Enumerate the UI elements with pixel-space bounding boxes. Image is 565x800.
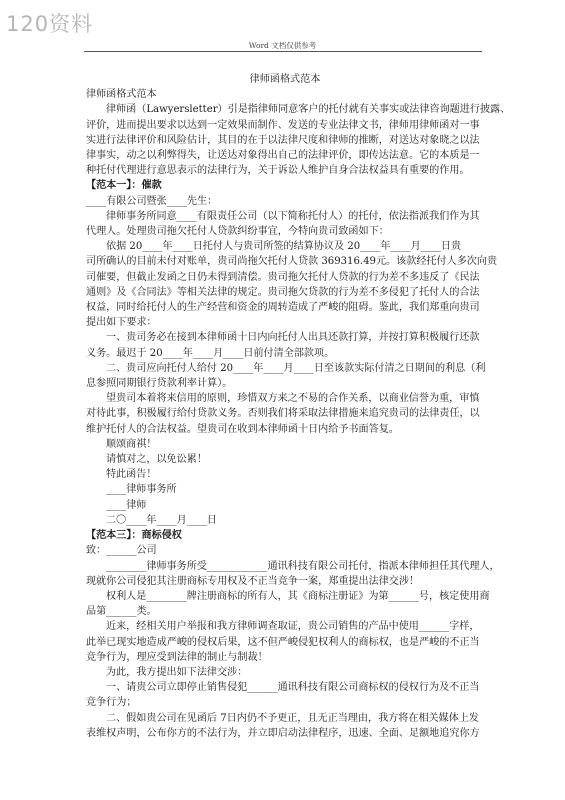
paragraph-line: 依据 20____年____日托付人与贵司所签的结算协议及 20____年____月____日贵 xyxy=(106,241,462,253)
paragraph-line: 二、贵司应向托付人给付 20____年____月____日至该款实际付清之日期间的利息（利 xyxy=(106,362,486,374)
paragraph-line: 一、请贵公司立即停止销售侵犯______通讯科技有限公司商标权的侵权行为及不正当 xyxy=(106,682,480,694)
watermark-logo: 120资料 xyxy=(6,12,94,36)
template-heading: 【范本一】：催款 xyxy=(86,180,162,192)
paragraph-line: 律师函（Lawyersletter）引是指律师同意客户的托付就有关事实或法律咨询题进行披露、 xyxy=(106,104,511,116)
paragraph-line: 表维权声明，公布你方的不法行为，并立即启动法律程序，迅速、全面、足额地追究你方 xyxy=(86,727,480,739)
paragraph-line: 义务。最迟于 20____年____月____日前付清全部款项。 xyxy=(86,347,335,359)
paragraph-line: 维护托付人的合法权益。望贵司在收到本律师函十日内给予书面答复。 xyxy=(86,423,399,435)
paragraph-line: 二、假如贵公司在见函后 7日内仍不予更正，且无正当理由，我方将在相关媒体上发 xyxy=(106,712,480,724)
paragraph-line: 种托付代理进行意思表示的法律行为，关于诉讼人维护自身合法权益具有重要的作用。 xyxy=(86,165,470,177)
closing-line: 请慎对之，以免讼累！ xyxy=(106,454,207,466)
document-body xyxy=(86,72,511,741)
paragraph-line: 司所确认的目前未付对账单，贵司尚拖欠托付人贷款 369316.49元。该款经托付人多次向贵 xyxy=(86,256,498,268)
document-title: 律师函格式范本 xyxy=(249,74,321,85)
paragraph-line: 此举已现实地造成严峻的侵权后果，这不但严峻侵犯权利人的商标权，也是严峻的不正当 xyxy=(86,636,480,648)
paragraph-line: 为此，我方提出如下法律交涉： xyxy=(106,666,248,678)
template-heading: 【范本三】：商标侵权 xyxy=(86,530,182,542)
paragraph-line: 竞争行为，理应受到法律的制止与制裁！ xyxy=(86,651,268,663)
paragraph-line: 权益，同时给托付人的生产经营和资金的周转造成了严峻的阻碍。鉴此，我们郑重向贵司 xyxy=(86,302,480,314)
paragraph-line: 一、贵司务必在接到本律师函十日内向托付人出具还款打算，并按打算积极履行还款 xyxy=(106,332,480,344)
paragraph-line: 司催要，但截止发函之日仍未得到清偿。贵司拖欠托付人贷款的行为差不多违反了《民法 xyxy=(86,271,480,283)
paragraph-line: 现就你公司侵犯其注册商标专用权及不正当竞争一案，郑重提出法律交涉！ xyxy=(86,575,420,587)
paragraph-line: 权利人是________牌注册商标的所有人，其《商标注册证》为第______号，核定使用商 xyxy=(106,590,490,602)
paragraph-line: 竞争行为； xyxy=(86,697,137,709)
addressee-line: 致：______公司 xyxy=(86,545,157,557)
signature-firm: ____律师事务所 xyxy=(106,484,177,496)
paragraph-line: 通则》及《合同法》等相关法律的规定。贵司拖欠贷款的行为差不多侵犯了托付人的合法 xyxy=(86,286,480,298)
header-divider xyxy=(84,51,482,52)
paragraph-line: 实进行法律评价和风险估计，其目的在于以法律尺度和律师的推断，对送达对象晓之以法 xyxy=(86,134,480,146)
paragraph-line: 近来，经相关用户举报和我方律师调查取证，贵公司销售的产品中使用______字样， xyxy=(106,621,480,633)
section-heading: 律师函格式范本 xyxy=(86,89,157,101)
paragraph-line: 律师事务所同意____有限责任公司（以下简称托付人）的托付，依法指派我们作为其 xyxy=(106,210,480,222)
paragraph-line: 代理人。处理贵司拖欠托付人贷款纠纷事宜，今特向贵司致函如下： xyxy=(86,226,389,238)
signature-lawyer: ____律师 xyxy=(106,499,147,511)
paragraph-line: 望贵司本着将来信用的原则，珍惜双方来之不易的合作关系，以商业信誉为重，审慎 xyxy=(106,393,480,405)
addressee-line: ____有限公司暨张____先生： xyxy=(86,195,218,207)
paragraph-line: 息参照同期银行贷款利率计算）。 xyxy=(86,378,233,390)
paragraph-line: 品第______类。 xyxy=(86,606,157,618)
paragraph-line: 评价，进而提出要求以达到一定效果而制作、发送的专业法律文书，律师用律师函对一事 xyxy=(86,119,480,131)
paragraph-line: 对待此事，积极履行给付贷款义务。否则我们将采取法律措施来追究贵司的法律责任，以 xyxy=(86,408,480,420)
closing-line: 顺颂商祺！ xyxy=(106,438,157,450)
paragraph-line: 提出如下要求： xyxy=(86,317,157,329)
paragraph-line: ________律师事务所受____________通讯科技有限公司托付，指派本律师担任其代理人， xyxy=(106,560,500,572)
closing-line: 特此函告！ xyxy=(106,469,157,481)
paragraph-line: 律事实，动之以利弊得失，让送达对象得出自己的法律评价，即传达法意。它的本质是一 xyxy=(86,150,480,162)
page-header: Word 文档仅供参考 xyxy=(248,41,317,50)
signature-date: 二〇____年____月____日 xyxy=(106,514,218,526)
